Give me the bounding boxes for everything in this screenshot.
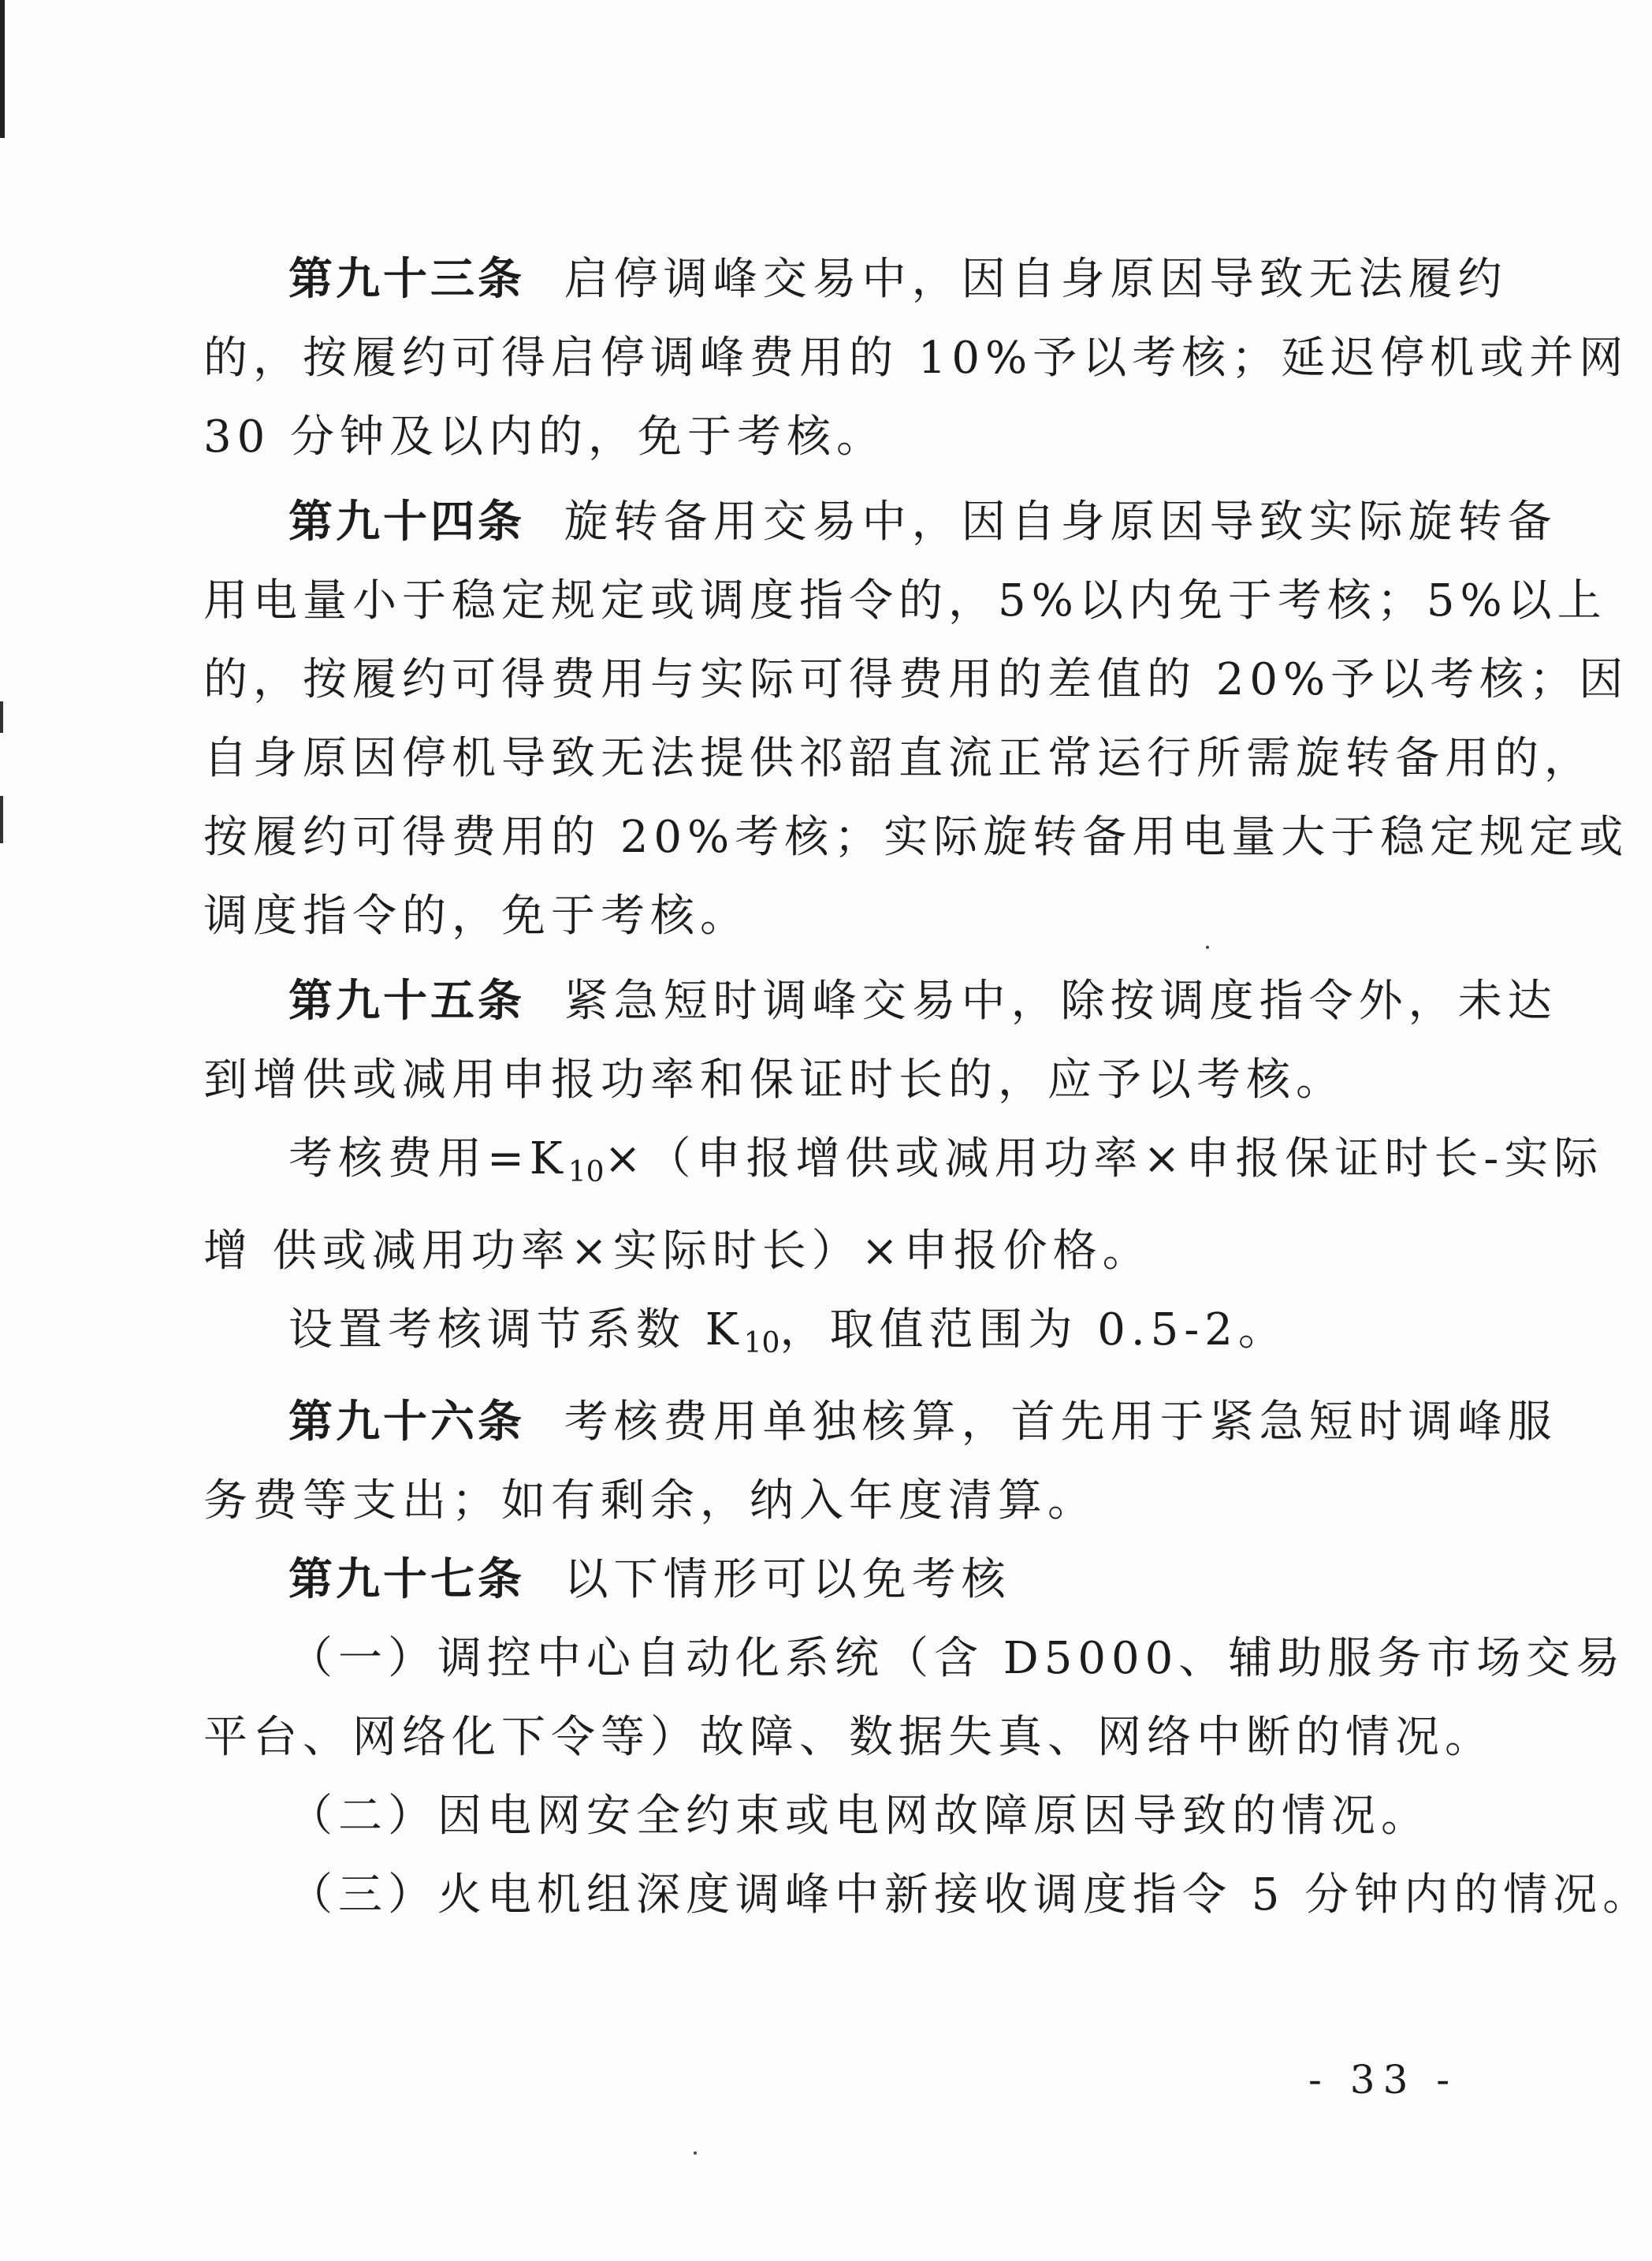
paragraph-line: 的，按履约可得费用与实际可得费用的差值的 20%予以考核；因: [203, 654, 1629, 705]
article-97: [203, 1541, 1652, 1935]
article-93: [203, 240, 1629, 477]
list-item-3: （三）火电机组深度调峰中新接收调度指令 5 分钟内的情况。: [288, 1869, 1652, 1921]
paragraph-text: 考核费用单独核算，首先用于紧急短时调峰服: [564, 1396, 1557, 1448]
document-body: [203, 240, 1652, 1935]
paragraph-line: 按履约可得费用的 20%考核；实际旋转备用电量大于稳定规定或: [203, 812, 1629, 863]
paragraph-line: 到增供或减用申报功率和保证时长的，应予以考核。: [203, 1054, 1345, 1106]
scan-speck: [694, 2151, 697, 2155]
paragraph-line: 的，按履约可得启停调峰费用的 10%予以考核；延迟停机或并网: [203, 333, 1629, 384]
paragraph-line: [203, 483, 1557, 562]
list-item-1: （一）调控中心自动化系统（含 D5000、辅助服务市场交易: [288, 1633, 1626, 1684]
paragraph-line: [203, 1541, 1419, 1620]
paragraph-line: 30 分钟及以内的，免于考核。: [203, 411, 887, 463]
article-96: [203, 1383, 1557, 1541]
coefficient-text: ，取值范围为 0.5-2。: [779, 1304, 1288, 1355]
paragraph-line: [203, 1383, 1557, 1462]
article-heading: 第九十四条: [288, 496, 525, 548]
article-95: [203, 962, 1604, 1383]
list-item-1-continued: 平台、网络化下令等）故障、数据失真、网络中断的情况。: [203, 1712, 1494, 1763]
formula-text: 考核费用=K: [288, 1133, 568, 1184]
paragraph-text: 启停调峰交易中，因自身原因导致无法履约: [564, 254, 1508, 305]
paragraph-line: 调度指令的，免于考核。: [203, 891, 750, 942]
paragraph-line: [203, 240, 1508, 319]
paragraph-line: 务费等支出；如有剩余，纳入年度清算。: [203, 1475, 1097, 1527]
scan-border-mark: [0, 796, 3, 843]
coefficient-text: 设置考核调节系数 K: [288, 1304, 744, 1355]
paragraph-line: 自身原因停机导致无法提供祁韶直流正常运行所需旋转备用的，: [203, 733, 1594, 784]
scan-border-mark: [0, 0, 5, 138]
coefficient-line: [203, 1291, 1419, 1383]
article-94: [203, 483, 1629, 956]
paragraph-line: 用电量小于稳定规定或调度指令的，5%以内免于考核；5%以上: [203, 575, 1607, 627]
scan-border-mark: [0, 701, 3, 733]
list-item-2: （二）因电网安全约束或电网故障原因导致的情况。: [288, 1791, 1431, 1842]
paragraph-text: 以下情形可以免考核: [564, 1554, 1011, 1605]
paragraph-line: [203, 962, 1557, 1041]
article-heading: 第九十三条: [288, 254, 525, 305]
paragraph-text: 旋转备用交易中，因自身原因导致实际旋转备: [564, 496, 1557, 548]
formula-line: 增 供或减用功率×实际时长）×申报价格。: [203, 1225, 1152, 1277]
formula-subscript: 10: [567, 1156, 605, 1188]
coefficient-subscript: 10: [743, 1327, 780, 1359]
article-heading: 第九十七条: [288, 1554, 525, 1605]
article-heading: 第九十六条: [288, 1396, 525, 1448]
article-heading: 第九十五条: [288, 976, 525, 1027]
paragraph-text: 紧急短时调峰交易中，除按调度指令外，未达: [564, 976, 1557, 1027]
page-number: - 33 -: [1308, 2057, 1458, 2103]
formula-text: ×（申报增供或减用功率×申报保证时长-实际: [604, 1133, 1604, 1184]
formula-line: [203, 1120, 1604, 1212]
